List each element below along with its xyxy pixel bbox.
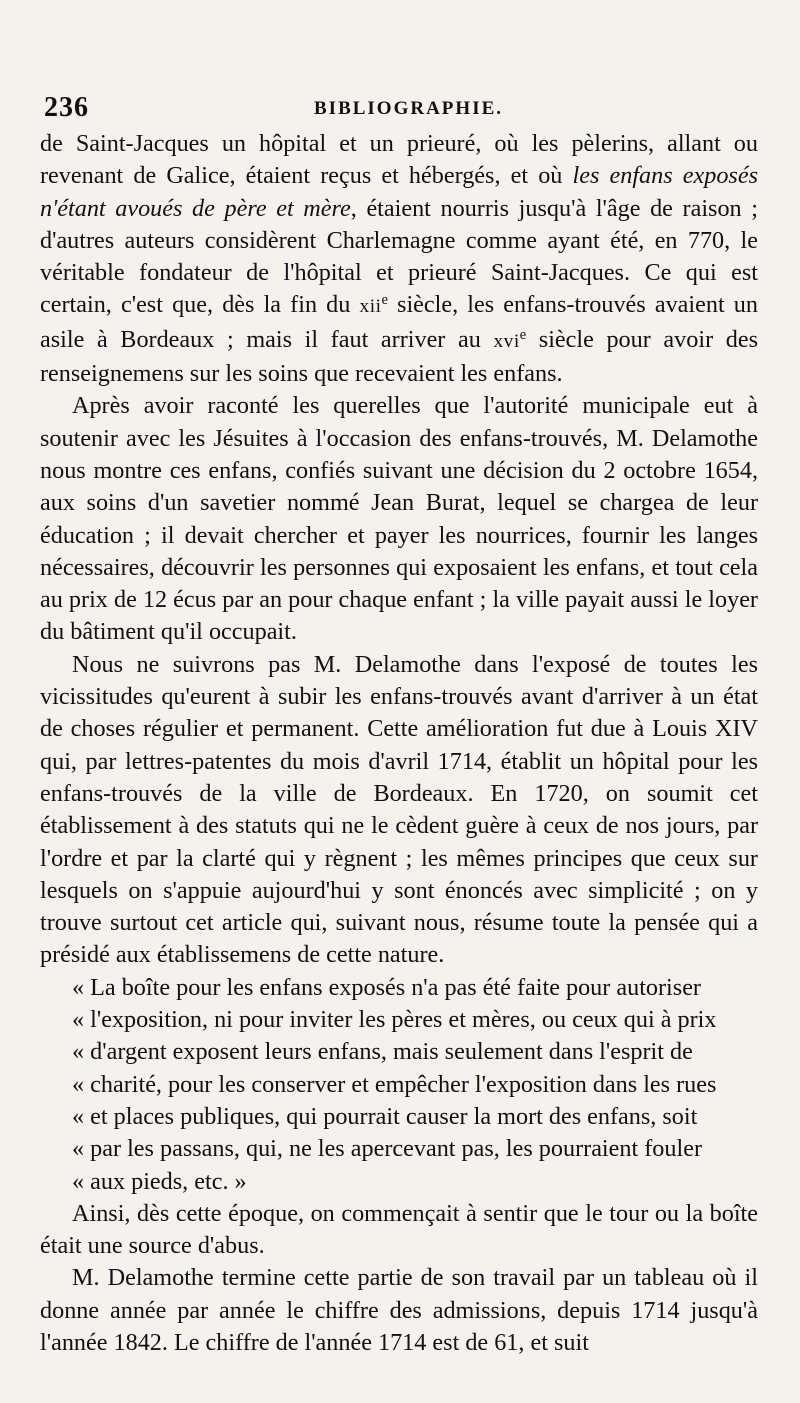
running-head: BIBLIOGRAPHIE. <box>314 98 504 119</box>
quote-line: « aux pieds, etc. » <box>72 1167 247 1195</box>
body-text <box>40 128 758 1359</box>
closing-paragraphs <box>40 1198 758 1359</box>
superscript: e <box>519 326 527 343</box>
text-run: xvi <box>493 330 520 352</box>
quote-line: « et places publiques, qui pourrait causer la mort des enfans, soit <box>72 1102 698 1130</box>
text-run: , étaient nourris jusqu'à l'âge de raison ; d'autres auteurs considèrent Charlemagne comme ayant été, en 770, le véritable fondateur de l'hôpital et prieuré Saint-Jacques. Ce qui est certain, c'est que, dès la fin du <box>40 194 759 319</box>
paragraph-group <box>40 128 758 972</box>
paragraph <box>40 390 758 648</box>
text-run: Nous ne suivrons pas M. Delamothe dans l'exposé de toutes les vicissitudes qu'eurent à subir les enfans-trouvés avant d'arriver à un état de choses régulier et permanent. Cette amélioration fut due à Louis XIV qui, par lettres-patentes du mois d'avril 1714, établit un hôpital pour les enfans-trouvés de la ville de Bordeaux. En 1720, on soumit cet établissement à des statuts qui ne le cèdent guère à ceux de nos jours, par l'ordre et par la clarté qui y règnent ; les mêmes principes que ceux sur lesquels on s'appuie aujourd'hui y sont énoncés avec simplicité ; on y trouve surtout cet article qui, suivant nous, résume toute la pensée qui a présidé aux établissemens de cette nature. <box>40 650 758 969</box>
quote-block <box>40 972 758 1198</box>
page-number: 236 <box>44 92 89 123</box>
quote-line: « charité, pour les conserver et empêcher l'exposition dans les rues <box>72 1070 717 1098</box>
quote-line: « La boîte pour les enfans exposés n'a pas été faite pour autoriser <box>72 973 701 1001</box>
paragraph: M. Delamothe termine cette partie de son travail par un tableau où il donne année par année le chiffre des admissions, depuis 1714 jusqu'à l'année 1842. Le chiffre de l'année 1714 est de 61, et suit <box>40 1264 758 1356</box>
text-run: de Saint-Jacques un hôpital et un prieuré, où les pèlerins, allant ou revenant de Galice, étaient reçus et hébergés, et où <box>40 130 758 190</box>
text-run: Après avoir raconté les querelles que l'autorité municipale eut à soutenir avec les Jésuites à l'occasion des enfans-trouvés, M. Delamothe nous montre ces enfans, confiés suivant une décision du 2 octobre 1654, aux soins d'un savetier nommé Jean Burat, lequel se chargea de leur éducation ; il devait chercher et payer les nourrices, fournir les langes nécessaires, découvrir les personnes qui exposaient les enfans, et tout cela au prix de 12 écus par an pour chaque enfant ; la ville payait aussi le loyer du bâtiment qu'il occupait. <box>40 392 758 646</box>
quote-line: « d'argent exposent leurs enfans, mais seulement dans l'esprit de <box>72 1038 693 1066</box>
paragraph: Ainsi, dès cette époque, on commençait à sentir que le tour ou la boîte était une source d'abus. <box>40 1199 758 1260</box>
italic-text: les enfans exposés n'étant avoués de père et mère <box>40 162 758 222</box>
text-run: siècle pour avoir des renseignemens sur les soins que recevaient les enfans. <box>40 325 758 388</box>
superscript: e <box>381 292 388 309</box>
page-header <box>44 92 756 132</box>
quote-line: « l'exposition, ni pour inviter les pères et mères, ou ceux qui à prix <box>72 1006 717 1034</box>
quote-line: « par les passans, qui, ne les apercevant pas, les pourraient fouler <box>72 1135 702 1163</box>
text-run: siècle, les enfans-trouvés avaient un asile à Bordeaux ; mais il faut arriver au <box>40 291 758 353</box>
paragraph <box>40 649 758 972</box>
paragraph <box>40 128 758 390</box>
text-run: xii <box>359 296 382 318</box>
